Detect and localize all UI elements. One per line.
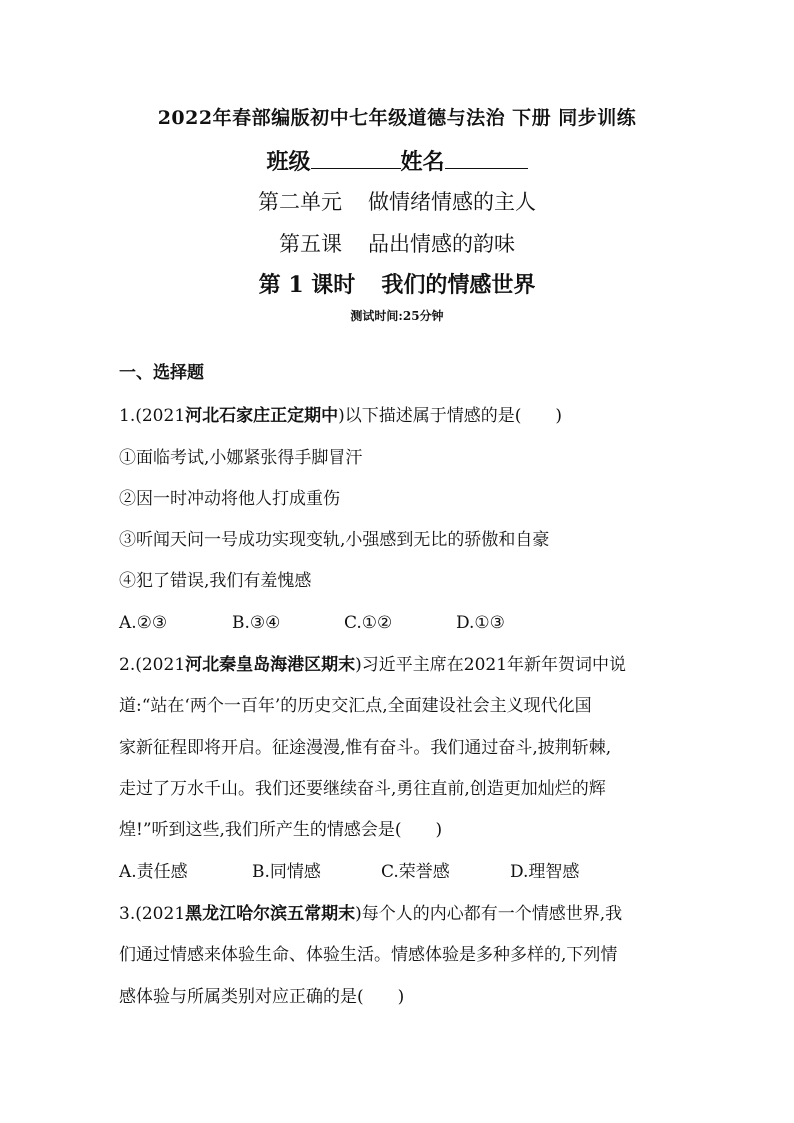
unit-number: 第二单元 [258, 190, 342, 214]
q1-options [119, 611, 689, 635]
q3-stem-line-3: 感体验与所属类别对应正确的是( ) [119, 987, 405, 1007]
q2-source-open: (2021 [135, 655, 186, 675]
q1-number: 1. [119, 406, 136, 426]
q2-option-c[interactable]: C.荣誉感 [381, 862, 450, 882]
q1-source-open: (2021 [135, 406, 186, 426]
q1-item-4: ④犯了错误,我们有羞愧感 [119, 571, 312, 591]
q1-item-2: ②因一时冲动将他人打成重伤 [119, 489, 340, 509]
q3-stem-line-2: 们通过情感来体验生命、体验生活。情感体验是多种多样的,下列情 [119, 945, 618, 965]
name-label: 姓名 [400, 149, 445, 175]
unit-heading [0, 186, 794, 216]
q2-option-b[interactable]: B.同情感 [252, 862, 321, 882]
q2-number: 2. [119, 655, 136, 675]
period-title: 我们的情感世界 [381, 272, 536, 298]
unit-title: 做情绪情感的主人 [368, 190, 536, 214]
q1-item-3: ③听闻天问一号成功实现变轨,小强感到无比的骄傲和自豪 [119, 530, 550, 550]
q2-stem-line-2: 道:“站在‘两个一百年’的历史交汇点,全面建设社会主义现代化国 [119, 696, 592, 716]
period-number: 第 1 课时 [258, 272, 356, 298]
q1-option-b[interactable]: B.③④ [232, 613, 281, 633]
section-heading: 一、选择题 [119, 363, 204, 383]
q2-line-1: )习近平主席在2021年新年贺词中说 [355, 655, 627, 675]
q2-option-d[interactable]: D.理智感 [510, 862, 580, 882]
q1-option-d[interactable]: D.①③ [456, 613, 505, 633]
q1-source: 河北石家庄正定期中 [185, 406, 339, 426]
lesson-heading [0, 228, 794, 258]
q3-line-1: )每个人的内心都有一个情感世界,我 [355, 904, 623, 924]
q2-stem-line-4: 走过了万水千山。我们还要继续奋斗,勇往直前,创造更加灿烂的辉 [119, 779, 606, 799]
q3-source: 黑龙江哈尔滨五常期末 [185, 904, 356, 924]
q2-stem-line-3: 家新征程即将开启。征途漫漫,惟有奋斗。我们通过奋斗,披荆斩棘, [119, 738, 612, 758]
class-label: 班级 [266, 149, 311, 175]
q2-options [119, 860, 689, 884]
name-blank[interactable] [445, 150, 528, 169]
q3-source-open: (2021 [135, 904, 186, 924]
lesson-number: 第五课 [279, 232, 342, 256]
class-name-line [0, 145, 794, 176]
period-heading [0, 268, 794, 299]
q2-stem-line-1 [119, 653, 689, 677]
q1-option-a[interactable]: A.②③ [119, 613, 168, 633]
q1-option-c[interactable]: C.①② [344, 613, 393, 633]
lesson-title: 品出情感的韵味 [368, 232, 515, 256]
q2-option-a[interactable]: A.责任感 [119, 862, 188, 882]
q1-stem-text: )以下描述属于情感的是( ) [338, 406, 563, 426]
q3-number: 3. [119, 904, 136, 924]
q2-stem-line-5: 煌!”听到这些,我们所产生的情感会是( ) [119, 820, 443, 840]
test-time: 测试时间:25分钟 [350, 309, 444, 323]
q1-item-1: ①面临考试,小娜紧张得手脚冒汗 [119, 448, 363, 468]
class-blank[interactable] [311, 150, 401, 169]
q3-stem-line-1 [119, 902, 689, 926]
document-title: 2022年春部编版初中七年级道德与法治 下册 同步训练 [157, 107, 637, 129]
q2-source: 河北秦皇岛海港区期末 [185, 655, 356, 675]
q1-stem [119, 404, 689, 428]
